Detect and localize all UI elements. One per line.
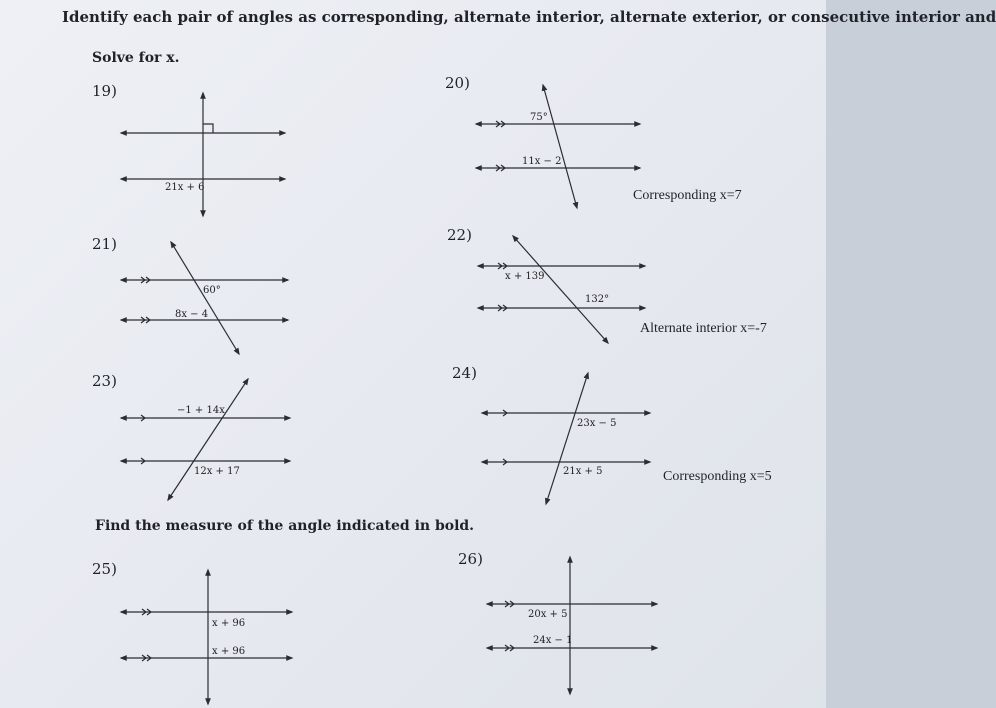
label-25b: x + 96: [212, 646, 246, 657]
answer-22: Alternate interior x=-7: [640, 321, 767, 336]
label-21b: 8x − 4: [175, 309, 209, 320]
label-26a: 20x + 5: [528, 609, 568, 620]
problem-22-number: 22): [447, 226, 472, 244]
diagram-20: [476, 85, 640, 208]
answer-20: Corresponding x=7: [633, 188, 742, 203]
label-24a: 23x − 5: [577, 418, 617, 429]
instructions-line2: Solve for x.: [92, 50, 180, 66]
problem-21-number: 21): [92, 235, 117, 253]
label-26b: 24x − 1: [533, 635, 573, 646]
instructions-line1: Identify each pair of angles as corresponding, alternate interior, alternate exterior, or consecutive interior and: [62, 8, 996, 26]
label-24b: 21x + 5: [563, 466, 603, 477]
section2-heading: Find the measure of the angle indicated in bold.: [95, 518, 475, 534]
problem-25-number: 25): [92, 560, 117, 578]
problem-19-number: 19): [92, 82, 117, 100]
problem-20-number: 20): [445, 74, 470, 92]
label-23a: −1 + 14x: [177, 405, 225, 416]
diagram-25: [121, 570, 292, 704]
label-20b: 11x − 2: [522, 156, 562, 167]
diagram-21: [121, 242, 288, 354]
label-22a: x + 139: [505, 271, 545, 282]
problem-26-number: 26): [458, 550, 483, 568]
label-20a: 75°: [530, 112, 548, 123]
label-22b: 132°: [585, 294, 610, 305]
diagram-23: [121, 379, 290, 500]
label-19a: 21x + 6: [165, 182, 205, 193]
diagram-19: [121, 93, 285, 216]
label-25a: x + 96: [212, 618, 246, 629]
problem-24-number: 24): [452, 364, 477, 382]
answer-24: Corresponding x=5: [663, 469, 772, 484]
diagram-22: [478, 236, 645, 343]
problem-23-number: 23): [92, 372, 117, 390]
diagram-24: [482, 373, 650, 504]
diagram-26: [487, 557, 657, 694]
label-23b: 12x + 17: [194, 466, 240, 477]
label-21a: 60°: [203, 285, 221, 296]
